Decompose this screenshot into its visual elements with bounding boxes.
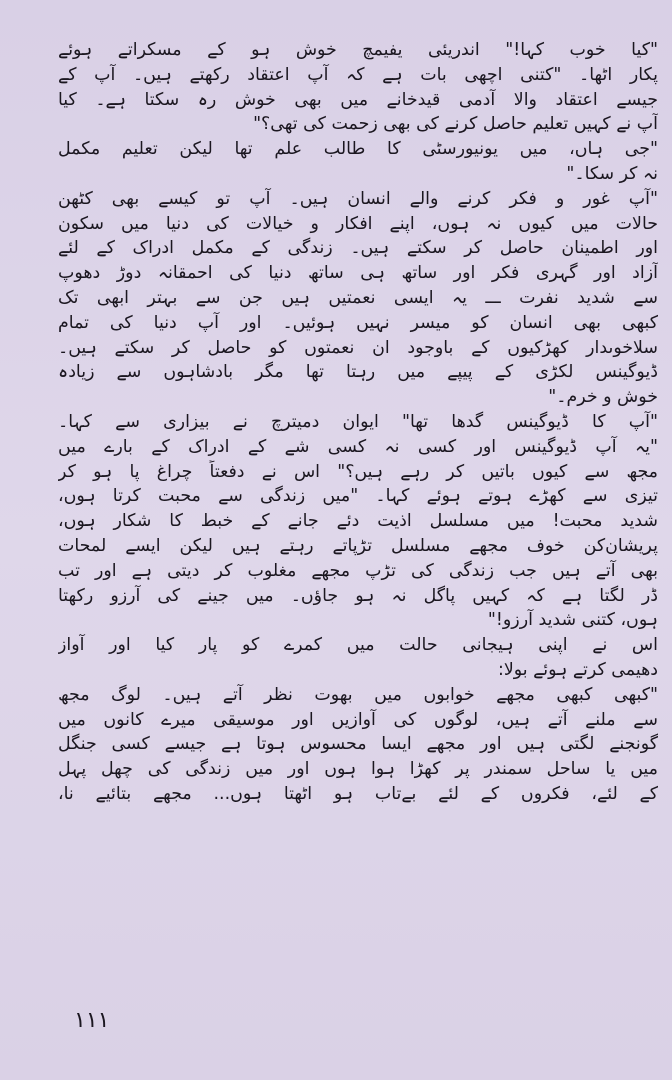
body-text xyxy=(58,38,658,998)
text-line: خوش و خرم۔" xyxy=(548,387,658,408)
page-number: ١١١ xyxy=(74,1008,110,1033)
text-line: جیسے اعتقاد والا آدمی قیدخانے میں بھی خوش رہ سکتا ہے۔ کیا xyxy=(58,89,658,110)
text-line: شدید محبت! میں مسلسل اذیت دئے جانے کے خبط کا شکار ہوں، xyxy=(58,511,658,532)
text-line: میں یا ساحل سمندر پر کھڑا ہوا ہوں اور میں زندگی کی چھل پہل xyxy=(58,759,658,780)
text-line: "کبھی کبھی مجھے خوابوں میں بھوت نظر آتے ہیں۔ لوگ مجھ xyxy=(58,684,658,705)
text-line: پکار اٹھا۔ "کتنی اچھی بات ہے کہ آپ اعتقاد رکھتے ہیں۔ آپ کے xyxy=(58,64,658,85)
text-line: مجھ سے کیوں باتیں کر رہے ہیں؟" اس نے دفعتاً چراغ پا ہو کر xyxy=(58,461,658,482)
text-line: اس نے اپنی ہیجانی حالت میں کمرے کو پار کیا اور آواز xyxy=(58,635,658,656)
text-line: سلاخوںدار کھڑکیوں کے باوجود ان نعمتوں کو حاصل کر سکتے ہیں۔ xyxy=(58,337,658,358)
text-line: بھی آتے ہیں جب زندگی کی تڑپ مجھے مغلوب کر دیتی ہے اور تب xyxy=(58,560,658,581)
text-line: پریشان‌کن خوف مجھے مسلسل تڑپاتے رہتے ہیں لیکن ایسے لمحات xyxy=(58,535,658,556)
text-line: کبھی بھی انسان کو میسر نہیں ہوئیں۔ اور آپ دنیا کی تمام xyxy=(58,312,658,333)
text-line: نہ کر سکا۔" xyxy=(566,163,658,184)
text-line: آزاد اور گہری فکر اور ساتھ ہی ساتھ دنیا کی احمقانہ دوڑ دھوپ xyxy=(58,263,658,284)
text-line: آپ نے کہیں تعلیم حاصل کرنے کی بھی زحمت کی تھی؟" xyxy=(253,114,658,135)
text-line: دھیمی کرتے ہوئے بولا: xyxy=(497,659,658,680)
text-line: "کیا خوب کہا!" اندریئی یفیمچ خوش ہو کے مسکراتے ہوئے xyxy=(58,40,658,60)
text-line: ڈر لگتا ہے کہ کہیں پاگل نہ ہو جاؤں۔ میں جینے کی آرزو رکھتا xyxy=(58,585,658,606)
text-line: گونجنے لگتی ہیں اور مجھے ایسا محسوس ہوتا ہے جیسے کسی جنگل xyxy=(58,734,658,755)
text-line: تیزی سے کھڑے ہوتے ہوئے کہا۔ "میں زندگی سے محبت کرتا ہوں، xyxy=(58,486,658,507)
text-line: "جی ہاں، میں یونیورسٹی کا طالب علم تھا لیکن تعلیم مکمل xyxy=(58,139,658,160)
text-line: کے لئے، فکروں کے لئے بےتاب ہو اٹھتا ہوں... مجھے بتائیے نا، xyxy=(58,783,658,804)
text-line: حالات میں کیوں نہ ہوں، اپنے افکار و خیالات کی دنیا میں سکون xyxy=(58,213,658,234)
text-line: اور اطمینان حاصل کر سکتے ہیں۔ زندگی کے مکمل ادراک کے لئے xyxy=(58,238,658,259)
text-line: "آپ غور و فکر کرنے والے انسان ہیں۔ آپ تو کیسے بھی کٹھن xyxy=(58,188,658,209)
text-line: "یہ آپ ڈیوگینس اور کسی نہ کسی شے کے ادراک کے بارے میں xyxy=(58,436,658,457)
text-line: سے شدید نفرت ـــ یہ ایسی نعمتیں ہیں جن سے بہتر ابھی تک xyxy=(58,287,658,308)
text-line: "آپ کا ڈیوگینس گدھا تھا" ایوان دمیترچ نے بیزاری سے کہا۔ xyxy=(58,411,658,432)
text-line: سے ملنے آتے ہیں، لوگوں کی آوازیں اور موسیقی میرے کانوں میں xyxy=(58,709,658,730)
text-line: ڈیوگینس لکڑی کے پیپے میں رہتا تھا مگر بادشاہوں سے زیادہ xyxy=(58,362,658,383)
text-line: ہوں، کتنی شدید آرزو!" xyxy=(487,610,658,631)
